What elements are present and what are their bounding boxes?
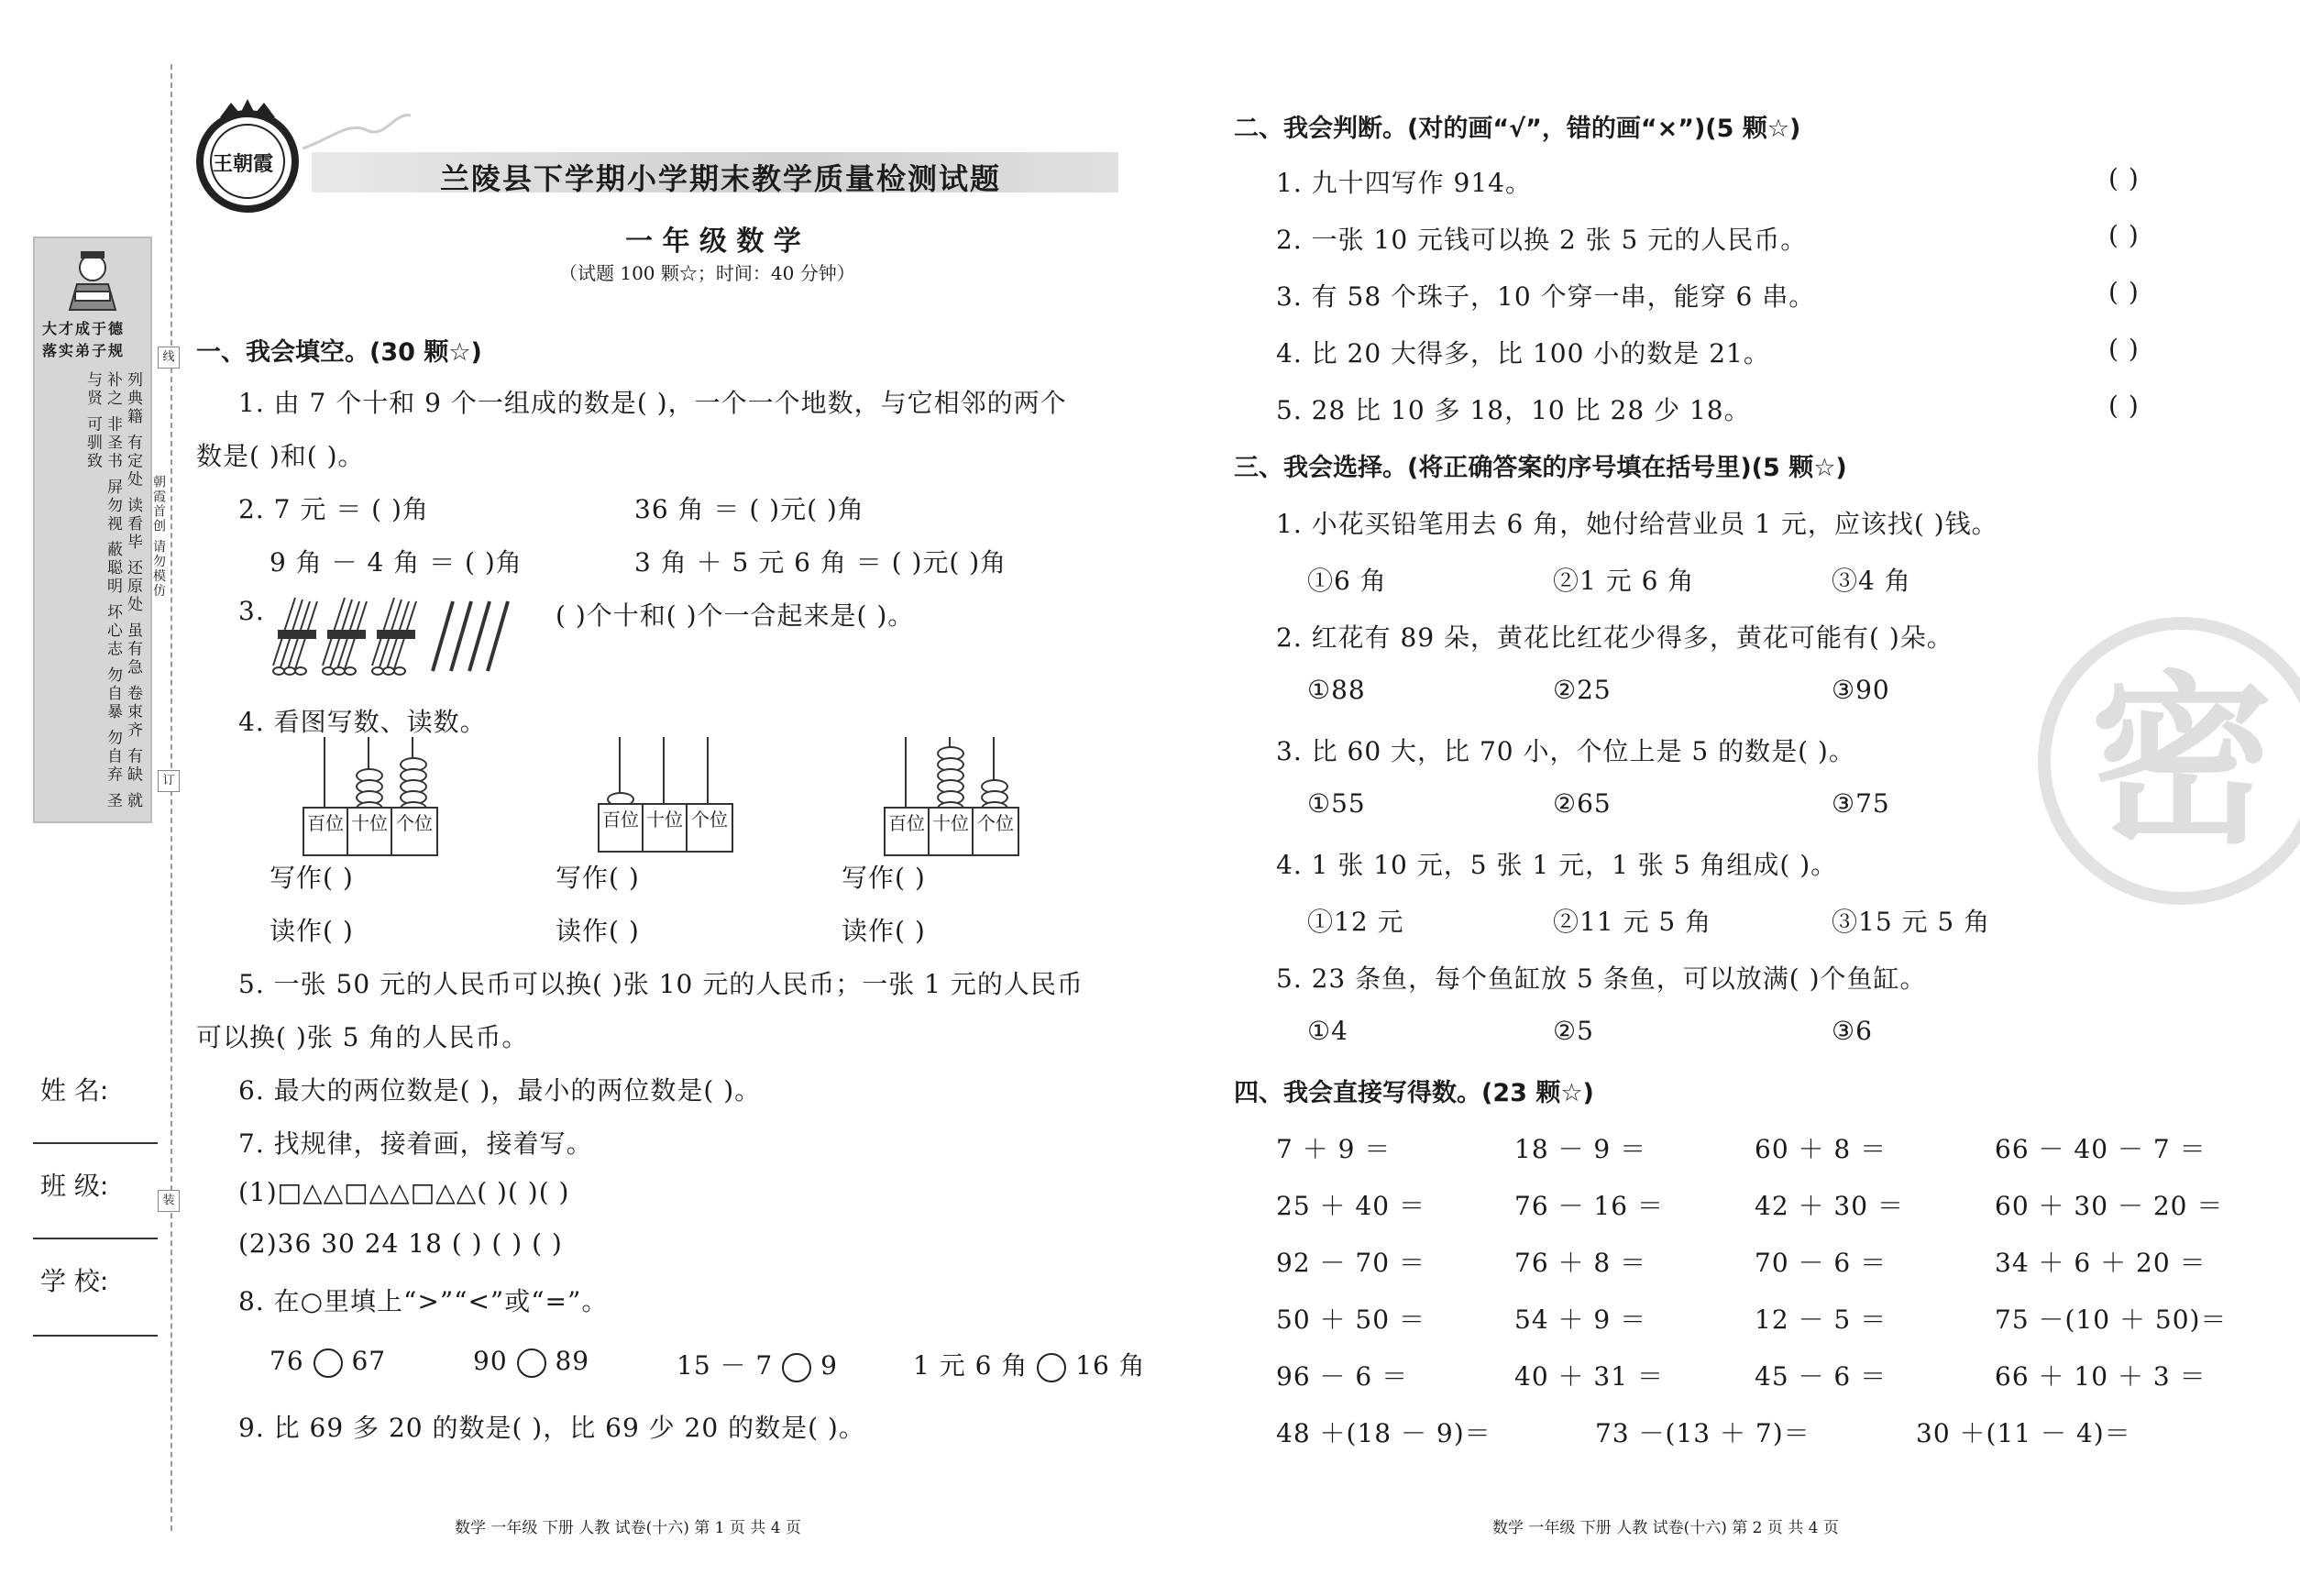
motto-col-1: 勿自暴 勿自弃 圣与贤 可驯致 [83,371,122,810]
abacus-2 [598,733,735,854]
calc-r1-c1: 7 ＋ 9 ＝ [1276,1134,1392,1164]
abacus-3-label-ones: 个位 [977,812,1014,834]
choice-q1: 1. 小花买铅笔用去 6 角，她付给营业员 1 元，应该找( )钱。 [1276,509,1998,539]
calc-r4-c3: 12 － 5 ＝ [1755,1304,1887,1335]
calc-r5-c2: 40 ＋ 31 ＝ [1514,1361,1664,1392]
motto-text [79,371,143,811]
judge-item-3: 3. 有 58 个珠子，10 个穿一串，能穿 6 串。 [1276,281,1816,312]
binding-dashed-line [171,64,172,1531]
calc-r6-c2: 73 －(13 ＋ 7)＝ [1595,1418,1810,1448]
brand-logo-text: 王朝霞 [213,152,274,176]
judge-item-5: 5. 28 比 10 多 18，10 比 28 少 18。 [1276,395,1751,425]
q1-line2: 数是( )和( )。 [196,441,365,471]
choice-q4: 4. 1 张 10 元，5 张 1 元，1 张 5 角组成( )。 [1276,850,1838,880]
section2-title: 二、我会判断。(对的画“√”，错的画“×”)(5 颗☆) [1234,115,1801,143]
calc-r1-c3: 60 ＋ 8 ＝ [1755,1134,1887,1164]
choice-q5-opt-a[interactable]: ①4 [1307,1016,1348,1046]
abacus-2-read[interactable]: 读作( ) [556,916,640,946]
motto-top-1: 大才成于德 [42,320,126,337]
seal-char-3: 装 [158,1190,180,1212]
motto-col-3: 列典籍 有定处 读看毕 还原处 虽有急 卷束齐 [124,371,142,741]
confidential-watermark-icon [2026,614,2300,908]
name-input-line[interactable] [33,1142,158,1144]
motto-panel [33,237,152,823]
watermark-text: 密 [2089,655,2274,869]
judge-item-1: 1. 九十四写作 914。 [1276,168,1532,198]
abacus-1-read[interactable]: 读作( ) [270,916,354,946]
abacus-3-write[interactable]: 写作( ) [842,863,926,893]
abacus-2-write[interactable]: 写作( ) [556,863,640,893]
q5-line1: 5. 一张 50 元的人民币可以换( )张 10 元的人民币；一张 1 元的人民币 [238,969,1084,999]
abacus-2-label-tens: 十位 [646,809,683,831]
choice-q5-opt-b[interactable]: ②5 [1553,1016,1594,1046]
abacus-2-label-hundreds: 百位 [602,809,639,831]
q1-line1: 1. 由 7 个十和 9 个一组成的数是( )，一个一个地数，与它相邻的两个 [238,388,1067,418]
calc-r6-c1: 48 ＋(18 － 9)＝ [1276,1418,1491,1448]
choice-q1-opt-a[interactable]: ①6 角 [1307,566,1387,596]
q8-item-1-left: 76 [270,1346,304,1376]
calc-r1-c4: 66 － 40 － 7 ＝ [1995,1134,2206,1164]
calc-r4-c4: 75 －(10 ＋ 50)＝ [1995,1304,2228,1335]
scholar-illustration-icon [62,248,123,312]
judge-answer-5[interactable]: ( ) [2108,391,2140,421]
q6-text: 6. 最大的两位数是( )，最小的两位数是( )。 [238,1075,762,1106]
q8-item-4-left: 1 元 6 角 [913,1350,1029,1381]
calc-r4-c2: 54 ＋ 9 ＝ [1514,1304,1647,1335]
calc-r1-c2: 18 － 9 ＝ [1514,1134,1647,1164]
calc-r2-c3: 42 ＋ 30 ＝ [1755,1191,1904,1221]
q2-left-a: 2. 7 元 ＝ ( )角 [238,494,429,524]
q8-item-2 [473,1346,589,1378]
judge-answer-1[interactable]: ( ) [2108,163,2140,193]
q8-item-3-right: 9 [820,1350,838,1381]
name-label: 姓 名: [40,1075,109,1106]
section3-title: 三、我会选择。(将正确答案的序号填在括号里)(5 颗☆) [1234,454,1847,482]
choice-q3-opt-b[interactable]: ②65 [1553,788,1612,819]
motto-col-2: 有缺 就补之 非圣书 屏勿视 蔽聪明 坏心志 [104,371,142,810]
q2-right-a: 36 角 ＝ ( )元( )角 [634,494,864,524]
q7-pattern-2: (2)36 30 24 18 ( ) ( ) ( ) [238,1228,563,1259]
q2-right-b: 3 角 ＋ 5 元 6 角 ＝ ( )元( )角 [634,547,1007,578]
abacus-3 [884,733,1021,854]
abacus-3-label-tens: 十位 [932,812,969,834]
calc-r3-c1: 92 － 70 ＝ [1276,1248,1425,1278]
q5-line2: 可以换( )张 5 角的人民币。 [196,1022,529,1052]
choice-q1-opt-c[interactable]: ③4 角 [1832,566,1911,596]
judge-item-2: 2. 一张 10 元钱可以换 2 张 5 元的人民币。 [1276,225,1808,255]
choice-q2-opt-c[interactable]: ③90 [1832,675,1890,705]
footer-left: 数学 一年级 下册 人教 试卷(十六) 第 1 页 共 4 页 [455,1519,801,1537]
q4-text: 4. 看图写数、读数。 [238,707,487,737]
exam-title: 兰陵县下学期小学期末教学质量检测试题 [440,161,1002,196]
q8-item-4 [913,1346,1146,1382]
abacus-3-label-hundreds: 百位 [888,812,925,834]
abacus-3-read[interactable]: 读作( ) [842,916,926,946]
choice-q2-opt-a[interactable]: ①88 [1307,675,1366,705]
compare-circle[interactable] [517,1348,546,1378]
q8-text: 8. 在○里填上“>”“<”或“=”。 [238,1286,609,1316]
calc-r3-c3: 70 － 6 ＝ [1755,1248,1887,1278]
calc-r3-c4: 34 ＋ 6 ＋ 20 ＝ [1995,1248,2206,1278]
q8-item-1-right: 67 [351,1346,387,1376]
copyright-vertical-note: 朝霞首创 请勿模仿 [151,475,166,599]
calc-r2-c4: 60 ＋ 30 － 20 ＝ [1995,1191,2224,1221]
choice-q4-opt-b[interactable]: ②11 元 5 角 [1553,907,1712,937]
judge-answer-3[interactable]: ( ) [2108,277,2140,307]
q3-number: 3. [238,596,265,626]
abacus-1 [303,733,440,854]
calc-r6-c3: 30 ＋(11 － 4)＝ [1916,1418,2131,1448]
choice-q3: 3. 比 60 大，比 70 小，个位上是 5 的数是( )。 [1276,736,1855,766]
calc-r4-c1: 50 ＋ 50 ＝ [1276,1304,1425,1335]
q8-item-2-right: 89 [555,1346,590,1376]
judge-answer-2[interactable]: ( ) [2108,220,2140,250]
choice-q5: 5. 23 条鱼，每个鱼缸放 5 条鱼，可以放满( )个鱼缸。 [1276,963,1927,994]
calc-r2-c2: 76 － 16 ＝ [1514,1191,1664,1221]
calc-r5-c3: 45 － 6 ＝ [1755,1361,1887,1392]
compare-circle[interactable] [1037,1353,1066,1382]
class-label: 班 级: [40,1171,109,1201]
seal-char-1: 线 [158,347,180,369]
q8-item-2-left: 90 [473,1346,508,1376]
compare-circle[interactable] [782,1353,811,1382]
q8-item-3 [677,1346,838,1382]
choice-q5-opt-c[interactable]: ③6 [1832,1016,1873,1046]
compare-circle[interactable] [314,1348,343,1378]
choice-q2-opt-b[interactable]: ②25 [1553,675,1612,705]
abacus-2-label-ones: 个位 [691,809,728,831]
choice-q2: 2. 红花有 89 朵，黄花比红花少得多，黄花可能有( )朵。 [1276,622,1953,653]
calc-r5-c1: 96 － 6 ＝ [1276,1361,1409,1392]
class-input-line[interactable] [33,1238,158,1239]
school-label: 学 校: [40,1266,109,1296]
calc-r5-c4: 66 ＋ 10 ＋ 3 ＝ [1995,1361,2206,1392]
q2-left-b: 9 角 － 4 角 ＝ ( )角 [270,547,523,578]
choice-q4-opt-a[interactable]: ①12 元 [1307,907,1404,937]
section1-title: 一、我会填空。(30 颗☆) [196,338,482,367]
q7-text: 7. 找规律，接着画，接着写。 [238,1128,593,1159]
abacus-1-label-ones: 个位 [396,812,433,834]
seal-char-2: 订 [158,770,180,792]
footer-right: 数学 一年级 下册 人教 试卷(十六) 第 2 页 共 4 页 [1492,1519,1839,1537]
judge-item-4: 4. 比 20 大得多，比 100 小的数是 21。 [1276,338,1770,369]
q8-item-1 [270,1346,386,1378]
abacus-1-label-hundreds: 百位 [307,812,344,834]
abacus-1-write[interactable]: 写作( ) [270,863,354,893]
abacus-1-label-tens: 十位 [351,812,388,834]
q8-item-3-left: 15 － 7 [677,1350,774,1381]
choice-q3-opt-a[interactable]: ①55 [1307,788,1366,819]
choice-q1-opt-b[interactable]: ②1 元 6 角 [1553,566,1695,596]
q3-text: ( )个十和( )个一合起来是( )。 [556,600,915,631]
section4-title: 四、我会直接写得数。(23 颗☆) [1234,1079,1594,1107]
choice-q3-opt-c[interactable]: ③75 [1832,788,1890,819]
subject-title: 一 年 级 数 学 [625,226,801,258]
sticks-bundles-icon [264,592,530,680]
q9-text: 9. 比 69 多 20 的数是( )，比 69 少 20 的数是( )。 [238,1413,865,1443]
q7-pattern-1: (1)□△△□△△□△△( )( )( ) [238,1177,570,1207]
judge-answer-4[interactable]: ( ) [2108,334,2140,364]
motto-top-2: 落实弟子规 [42,342,126,359]
q8-item-4-right: 16 角 [1075,1350,1146,1381]
choice-q4-opt-c[interactable]: ③15 元 5 角 [1832,907,1991,937]
school-input-line[interactable] [33,1335,158,1337]
calc-r3-c2: 76 ＋ 8 ＝ [1514,1248,1647,1278]
ribbon-decoration-icon [303,103,413,154]
calc-r2-c1: 25 ＋ 40 ＝ [1276,1191,1425,1221]
exam-info: （试题 100 颗☆；时间：40 分钟） [559,262,855,284]
